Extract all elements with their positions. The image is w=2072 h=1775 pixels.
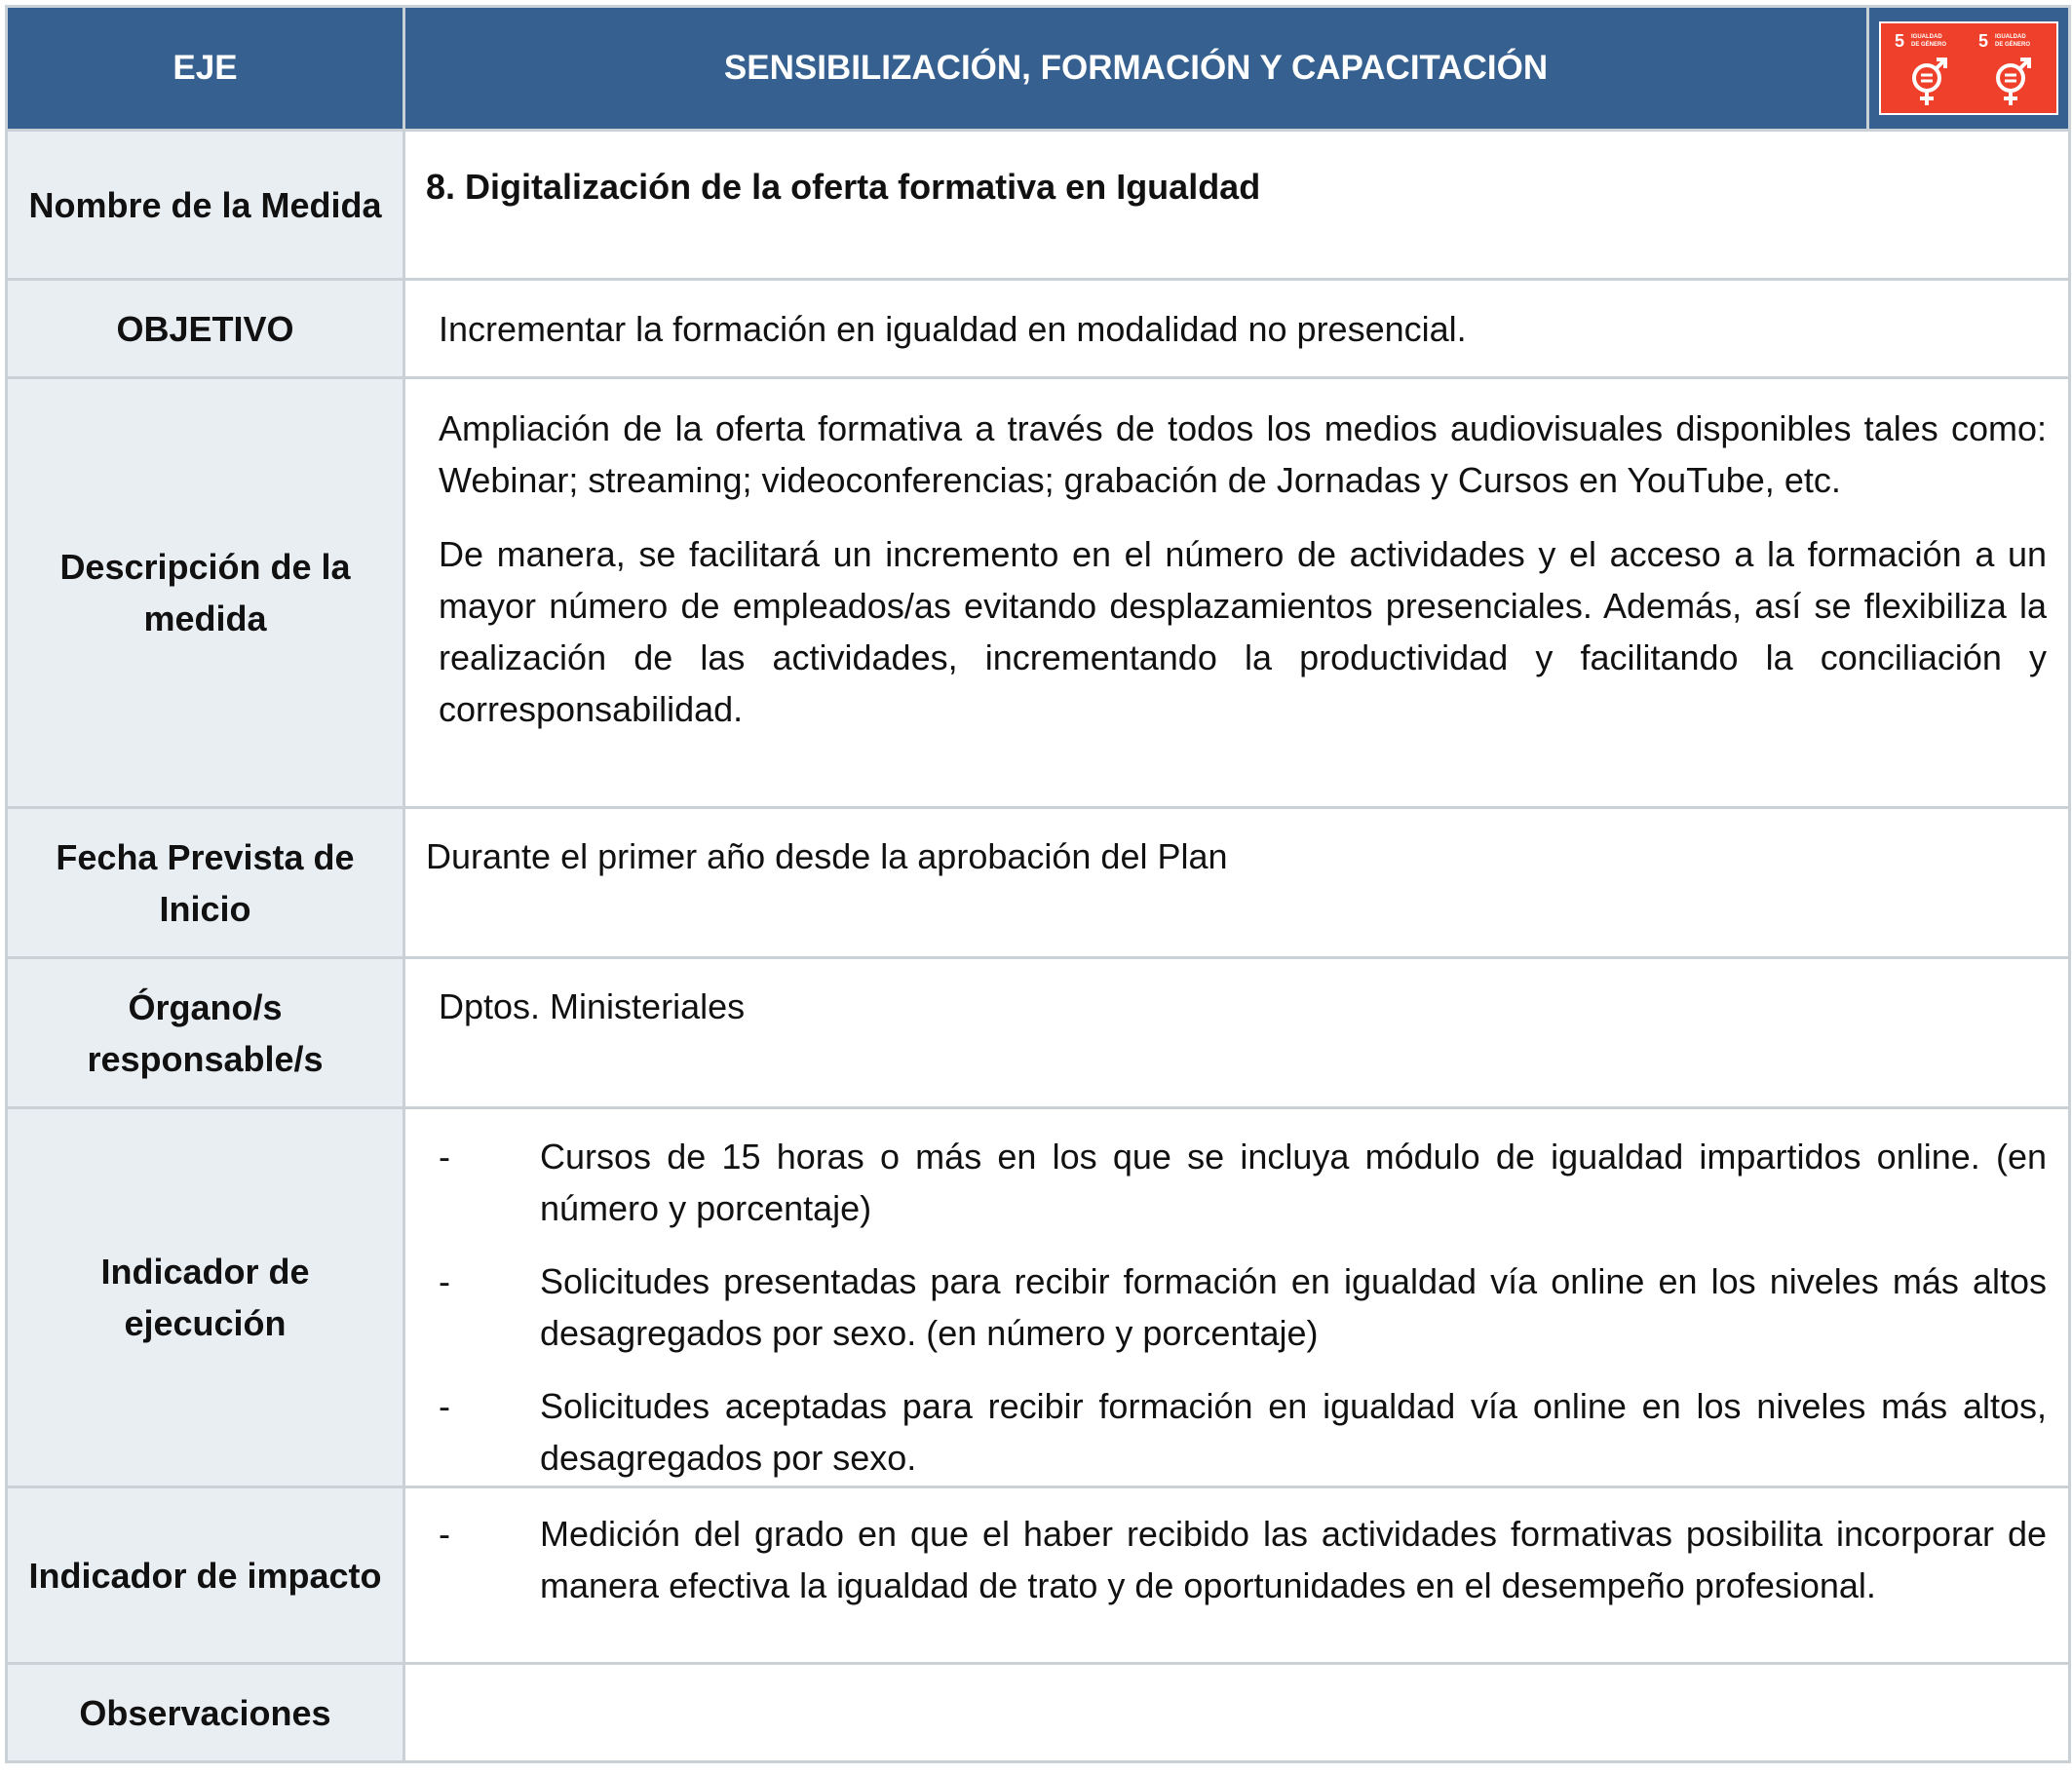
header-row [7,7,2070,131]
bullet-dash: - [439,1261,450,1301]
sdg-5-gender-equality-icon [1888,27,1966,109]
organo-text: Dptos. Ministeriales [439,986,746,1026]
list-item [439,1131,2047,1234]
list-item-text: Medición del grado en que el haber recibido las actividades formativas posibilita incorporar de manera efectiva la igualdad de trato y de oportunidades en el desempeño profesional. [540,1514,2047,1605]
impacto-list [439,1508,2047,1611]
sdg-number: 5 [1978,31,1989,51]
list-item [439,1255,2047,1359]
measure-table [5,5,2071,1763]
objetivo-text: Incrementar la formación en igualdad en modalidad no presencial. [439,308,1467,349]
sdg-number: 5 [1895,31,1905,51]
row-organo [7,958,2070,1108]
row-descripcion [7,378,2070,808]
label-ejecucion: Indicador de ejecución [7,1108,404,1487]
list-item-text: Solicitudes presentadas para recibir formación en igualdad vía online en los niveles más altos desagregados por sexo. (en número y porcentaje) [540,1261,2047,1353]
sdg-5-gender-equality-icon [1972,27,2050,109]
sdg-logos [1868,7,2070,131]
section-title: SENSIBILIZACIÓN, FORMACIÓN Y CAPACITACIÓN [404,7,1868,131]
bullet-dash: - [439,1386,450,1426]
descripcion-paragraph: De manera, se facilitará un incremento en el número de actividades y el acceso a la formación a un mayor número de empleados/as evitando desplazamientos presenciales. Además, así se flexibiliza la realización de las actividades, incrementando la productividad y facilitando la conciliación y corresponsabilidad. [439,534,2047,729]
sdg-logo-group [1879,21,2058,115]
label-fecha: Fecha Prevista de Inicio [7,808,404,958]
row-fecha [7,808,2070,958]
bullet-dash: - [439,1514,450,1554]
svg-text:IGUALDAD: IGUALDAD [1995,34,2026,40]
bullet-dash: - [439,1137,450,1177]
label-objetivo: OBJETIVO [7,280,404,378]
list-item [439,1508,2047,1611]
observaciones-value [404,1664,2070,1762]
svg-text:IGUALDAD: IGUALDAD [1911,34,1942,40]
row-nombre [7,131,2070,280]
list-item [439,1380,2047,1484]
row-ejecucion [7,1108,2070,1487]
eje-header: EJE [7,7,404,131]
svg-text:DE GÉNERO: DE GÉNERO [1911,42,1947,48]
label-impacto: Indicador de impacto [7,1487,404,1664]
label-observaciones: Observaciones [7,1664,404,1762]
fecha-text: Durante el primer año desde la aprobación del Plan [426,836,1228,876]
descripcion-paragraph: Ampliación de la oferta formativa a través de todos los medios audiovisuales disponibles tales como: Webinar; streaming; videoconferencias; grabación de Jornadas y Cursos en YouTube, etc. [439,408,2047,500]
row-observaciones [7,1664,2070,1762]
svg-text:DE GÉNERO: DE GÉNERO [1995,42,2031,48]
row-impacto [7,1487,2070,1664]
ejecucion-list [439,1131,2047,1484]
list-item-text: Cursos de 15 horas o más en los que se incluya módulo de igualdad impartidos online. (en número y porcentaje) [540,1137,2047,1228]
measure-name: 8. Digitalización de la oferta formativa en Igualdad [426,166,1261,207]
label-nombre: Nombre de la Medida [7,131,404,280]
label-organo: Órgano/s responsable/s [7,958,404,1108]
label-descripcion: Descripción de la medida [7,378,404,808]
list-item-text: Solicitudes aceptadas para recibir formación en igualdad vía online en los niveles más altos, desagregados por sexo. [540,1386,2047,1478]
row-objetivo [7,280,2070,378]
